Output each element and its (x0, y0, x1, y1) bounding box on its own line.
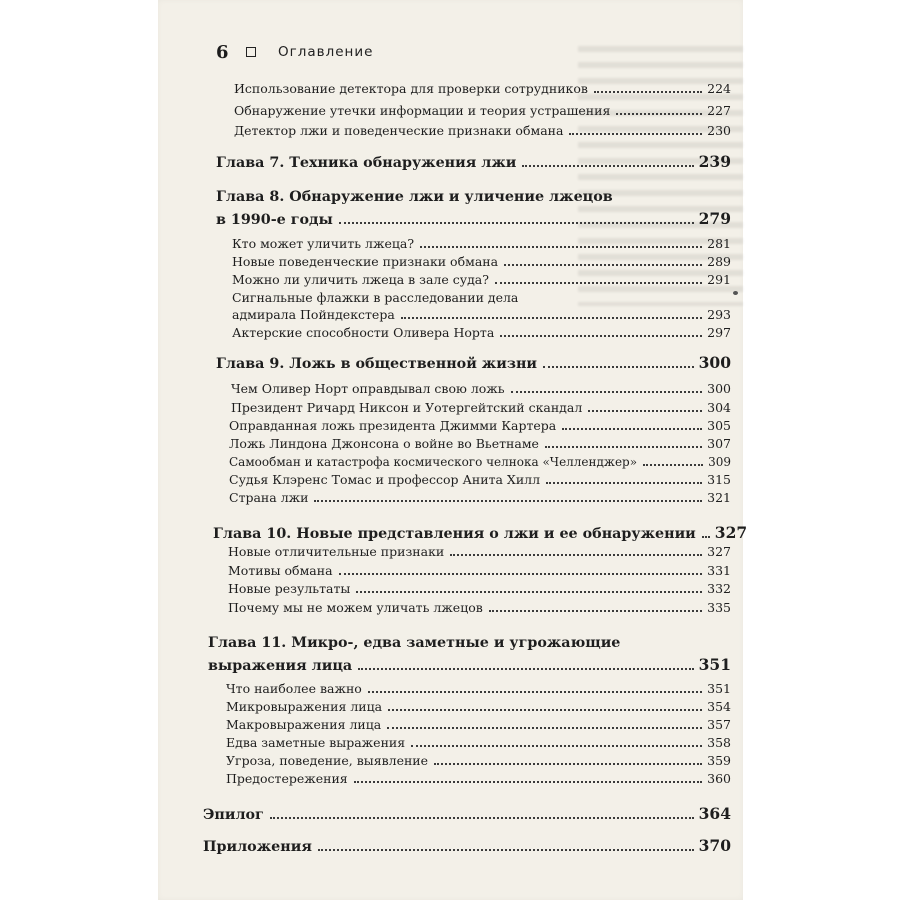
toc-entry-title: Самообман и катастрофа космического челнока «Челленджер» (229, 455, 638, 469)
toc-chapter-page: 300 (698, 353, 731, 372)
toc-entry (234, 122, 731, 140)
page-number: 6 (216, 41, 229, 63)
toc-entry (234, 80, 731, 98)
toc-entry-page: 321 (707, 490, 731, 505)
toc-chapter (203, 835, 731, 857)
dot-leader (545, 446, 702, 448)
toc-entry (226, 770, 731, 788)
toc-entry (226, 734, 731, 752)
toc-entry-title-cont: адмирала Пойндекстера (232, 307, 395, 322)
toc-entry-title: Что наиболее важно (226, 681, 362, 696)
toc-entry-page: 297 (707, 325, 731, 340)
toc-entry-page: 291 (707, 272, 731, 287)
toc-entry-title: Новые поведенческие признаки обмана (232, 254, 499, 269)
toc-entry (232, 324, 731, 342)
square-bullet-icon (246, 47, 256, 57)
toc-entry (226, 680, 731, 698)
dot-leader (318, 849, 694, 851)
toc-entry-page: 332 (707, 581, 731, 596)
toc-entry-title: Едва заметные выражения (226, 735, 406, 750)
toc-entry-title: Предостережения (226, 771, 348, 786)
running-title: Оглавление (278, 44, 374, 60)
toc-entry-title: Новые отличительные признаки (228, 544, 445, 559)
dot-leader (339, 222, 694, 224)
toc-entry (232, 306, 731, 324)
toc-entry-title: Использование детектора для проверки сотрудников (234, 81, 588, 96)
dot-leader (616, 113, 702, 115)
toc-chapter (208, 654, 731, 676)
toc-chapter-title: Глава 8. Обнаружение лжи и уличение лжецов (216, 189, 613, 205)
toc-entry-title: Актерские способности Оливера Норта (232, 325, 495, 340)
toc-entry (232, 235, 731, 253)
dot-leader (434, 763, 702, 765)
toc-chapter-title: Глава 9. Ложь в общественной жизни (216, 356, 538, 372)
toc-entry (234, 102, 731, 120)
dot-leader (588, 410, 702, 412)
toc-entry-page: 358 (707, 735, 731, 750)
toc-entry-page: 360 (707, 771, 731, 786)
toc-entry-page: 315 (707, 472, 731, 487)
toc-entry-page: 335 (707, 600, 731, 615)
toc-entry-page: 289 (707, 254, 731, 269)
dot-leader (511, 391, 703, 393)
ink-spot (733, 291, 738, 295)
toc-entry-page: 357 (707, 717, 731, 732)
toc-entry (232, 253, 731, 271)
toc-entry-page: 230 (707, 123, 731, 138)
toc-entry-page: 331 (707, 563, 731, 578)
toc-entry (228, 543, 731, 561)
toc-entry-title: Детектор лжи и поведенческие признаки обмана (234, 123, 564, 138)
toc-entry-page: 327 (707, 544, 731, 559)
dot-leader (270, 817, 694, 819)
toc-entry (226, 698, 731, 716)
toc-entry (231, 399, 731, 417)
toc-chapter-title: Эпилог (203, 807, 264, 823)
dot-leader (643, 464, 703, 466)
toc-chapter (216, 352, 731, 374)
dot-leader (368, 691, 702, 693)
dot-leader (562, 428, 702, 430)
dot-leader (388, 709, 702, 711)
dot-leader (450, 554, 702, 556)
toc-chapter-page: 239 (698, 152, 731, 171)
toc-chapter-title-cont: в 1990-е годы (216, 212, 333, 228)
toc-entry-title: Мотивы обмана (228, 563, 333, 578)
toc-entry (228, 599, 731, 617)
toc-chapter-title: Глава 7. Техника обнаружения лжи (216, 155, 517, 171)
toc-chapter (216, 208, 731, 230)
toc-entry (229, 471, 731, 489)
toc-entry (229, 435, 731, 453)
dot-leader (411, 745, 702, 747)
toc-entry (226, 716, 731, 734)
dot-leader (387, 727, 702, 729)
toc-entry-title: Почему мы не можем уличать лжецов (228, 600, 483, 615)
toc-entry-title: Сигнальные флажки в расследовании дела (232, 290, 519, 305)
toc-entry (229, 453, 731, 471)
toc-entry-page: 351 (707, 681, 731, 696)
dot-leader (401, 317, 702, 319)
toc-chapter-title: Приложения (203, 839, 312, 855)
toc-entry-page: 309 (708, 455, 731, 469)
toc-chapter (203, 803, 731, 825)
toc-entry-title: Президент Ричард Никсон и Уотергейтский скандал (231, 400, 583, 415)
toc-entry-title: Чем Оливер Норт оправдывал свою ложь (231, 381, 505, 396)
toc-entry-page: 227 (707, 103, 731, 118)
toc-chapter-title: Глава 11. Микро-, едва заметные и угрожающие (208, 635, 621, 651)
dot-leader (504, 264, 702, 266)
dot-leader (495, 282, 702, 284)
toc-entry-page: 300 (707, 381, 731, 396)
toc-chapter (216, 151, 731, 173)
toc-entry (232, 271, 731, 289)
toc-entry-title: Судья Клэренс Томас и профессор Анита Хилл (229, 472, 541, 487)
dot-leader (358, 668, 693, 670)
toc-chapter (213, 522, 748, 544)
dot-leader (420, 246, 702, 248)
toc-entry-page: 304 (707, 400, 731, 415)
toc-entry (226, 752, 731, 770)
toc-entry (231, 380, 731, 398)
dot-leader (702, 536, 710, 538)
dot-leader (489, 610, 702, 612)
toc-entry (228, 580, 731, 598)
toc-entry-title: Оправданная ложь президента Джимми Картера (229, 418, 557, 433)
toc-entry-title: Макровыражения лица (226, 717, 382, 732)
toc-chapter-page: 370 (698, 836, 731, 855)
toc-entry-title: Новые результаты (228, 581, 351, 596)
toc-entry-title: Страна лжи (229, 490, 309, 505)
toc-chapter-page: 351 (698, 655, 731, 674)
toc-entry-title: Кто может уличить лжеца? (232, 236, 415, 251)
toc-entry-title: Можно ли уличить лжеца в зале суда? (232, 272, 489, 287)
toc-chapter-title-cont: выражения лица (208, 658, 353, 674)
dot-leader (546, 482, 702, 484)
dot-leader (594, 91, 702, 93)
toc-chapter-page: 279 (698, 209, 731, 228)
toc-entry-page: 305 (707, 418, 731, 433)
toc-entry (228, 562, 731, 580)
toc-entry-page: 354 (707, 699, 731, 714)
toc-entry (229, 489, 731, 507)
dot-leader (500, 335, 702, 337)
dot-leader (356, 591, 702, 593)
toc-entry-page: 224 (707, 81, 731, 96)
dot-leader (339, 573, 703, 575)
toc-entry-title: Ложь Линдона Джонсона о войне во Вьетнаме (229, 436, 539, 451)
toc-chapter-title: Глава 10. Новые представления о лжи и ее обнаружении (213, 526, 696, 542)
running-header (216, 40, 373, 64)
dot-leader (314, 500, 702, 502)
toc-entry-title: Микровыражения лица (226, 699, 383, 714)
toc-chapter-page: 327 (714, 523, 748, 542)
dot-leader (522, 165, 693, 167)
toc-entry-page: 359 (707, 753, 731, 768)
dot-leader (569, 133, 702, 135)
toc-entry-page: 293 (707, 307, 731, 322)
toc-entry (229, 417, 731, 435)
toc-entry-title: Угроза, поведение, выявление (226, 753, 429, 768)
toc-chapter-page: 364 (698, 804, 731, 823)
toc-entry-title: Обнаружение утечки информации и теория устрашения (234, 103, 611, 118)
dot-leader (354, 781, 702, 783)
toc-entry-page: 281 (707, 236, 731, 251)
dot-leader (543, 366, 694, 368)
toc-entry-page: 307 (707, 436, 731, 451)
